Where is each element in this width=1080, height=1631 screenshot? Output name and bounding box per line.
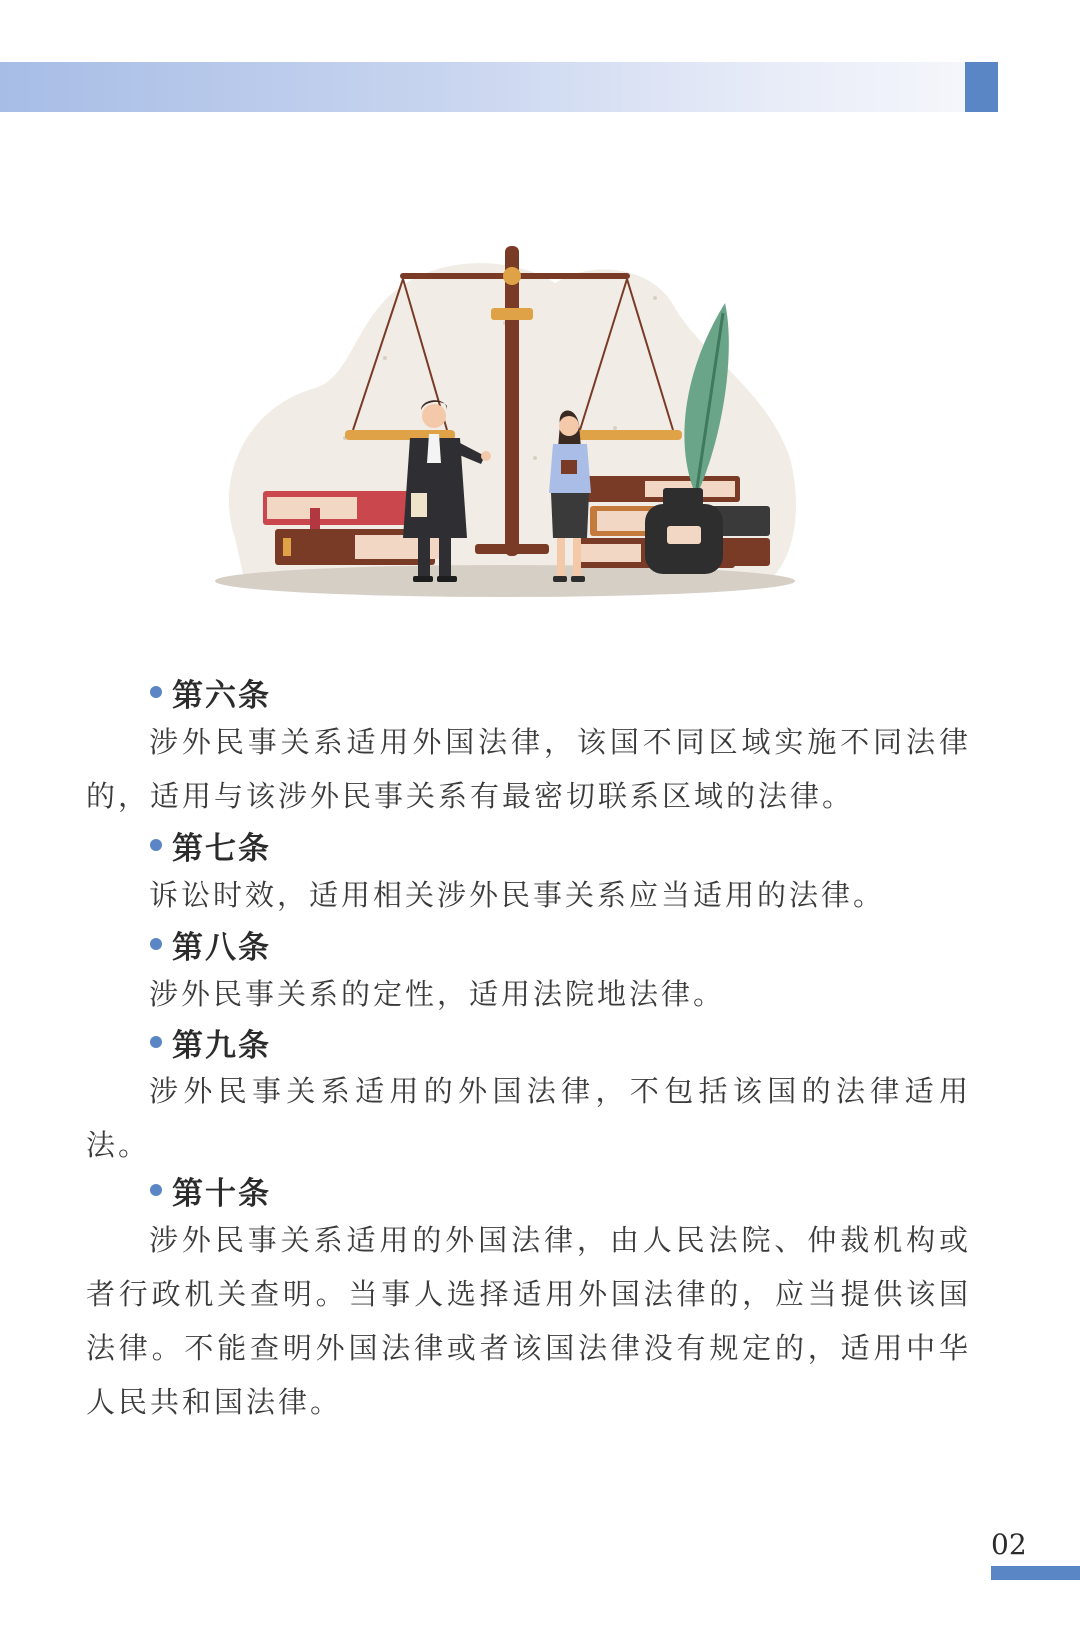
article-title-text: 第九条 xyxy=(172,1027,271,1064)
page-number: 02 xyxy=(991,1528,1027,1561)
article-6-body: 涉外民事关系适用外国法律，该国不同区域实施不同法律的，适用与该涉外民事关系有最密切联系区域的法律。 xyxy=(86,725,971,813)
article-10-title xyxy=(150,1168,271,1212)
article-title-text: 第七条 xyxy=(172,830,271,867)
article-7-title xyxy=(150,823,271,867)
article-title-text: 第八条 xyxy=(172,929,271,966)
article-title-text: 第六条 xyxy=(172,677,271,714)
header-banner xyxy=(0,62,965,112)
legal-illustration xyxy=(205,238,815,618)
article-title-text: 第十条 xyxy=(172,1175,271,1212)
article-6-title xyxy=(150,670,271,714)
article-7-body: 诉讼时效，适用相关涉外民事关系应当适用的法律。 xyxy=(149,878,886,912)
page-number-bar xyxy=(991,1566,1080,1580)
header-accent-block xyxy=(965,62,998,112)
bullet-icon xyxy=(150,839,162,851)
article-9-title xyxy=(150,1020,271,1064)
article-9-body: 涉外民事关系适用的外国法律，不包括该国的法律适用法。 xyxy=(86,1074,971,1162)
article-8-body: 涉外民事关系的定性，适用法院地法律。 xyxy=(149,977,726,1011)
bullet-icon xyxy=(150,1184,162,1196)
article-10-body: 涉外民事关系适用的外国法律，由人民法院、仲裁机构或者行政机关查明。当事人选择适用外国法律的，应当提供该国法律。不能查明外国法律或者该国法律没有规定的，适用中华人民共和国法律。 xyxy=(86,1223,971,1419)
article-8-title xyxy=(150,922,271,966)
bullet-icon xyxy=(150,686,162,698)
bullet-icon xyxy=(150,1036,162,1048)
bullet-icon xyxy=(150,938,162,950)
